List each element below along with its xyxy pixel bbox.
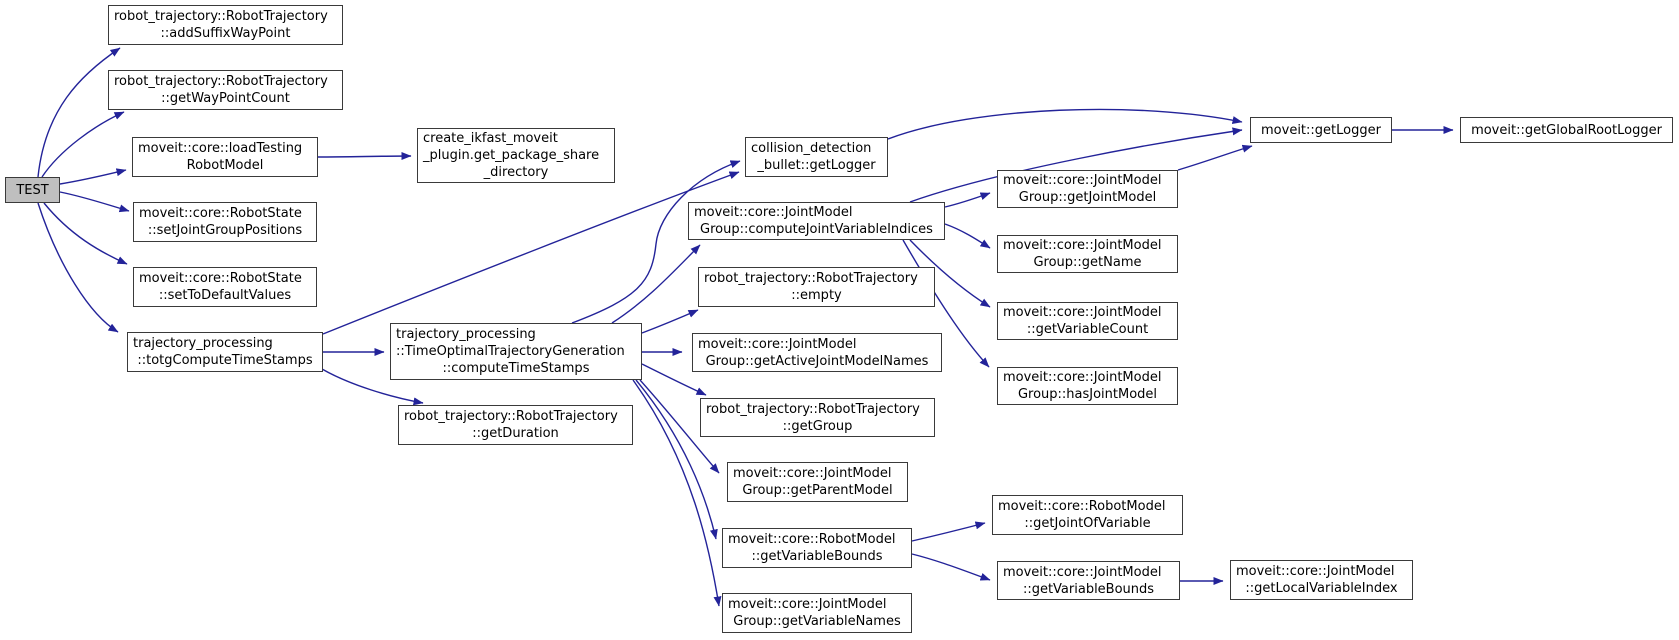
- graph-node-bulletGetLogger[interactable]: [745, 137, 888, 177]
- edge-test-to-loadTestingRobotModel: [60, 170, 126, 184]
- edge-rmGetVariableBounds-to-getJointOfVariable: [912, 523, 985, 541]
- edge-rmGetVariableBounds-to-jmGetVariableBounds: [912, 554, 990, 580]
- graph-node-setJointGroupPositions[interactable]: [133, 202, 317, 242]
- graph-node-totgComputeTimeStamps[interactable]: [127, 332, 323, 372]
- edge-computeTimeStamps-to-empty: [642, 310, 698, 333]
- node-label-line: moveit::core::RobotState: [139, 271, 302, 286]
- node-label-line: ::getDuration: [472, 426, 559, 441]
- graph-node-getJointOfVariable[interactable]: [992, 495, 1183, 535]
- node-label-line: moveit::core::JointModel: [728, 597, 887, 612]
- node-label-line: robot_trajectory::RobotTrajectory: [114, 74, 328, 89]
- edge-test-to-totgComputeTimeStamps: [38, 203, 118, 332]
- node-label-line: ::getVariableCount: [1026, 322, 1149, 337]
- graph-node-test[interactable]: [5, 177, 60, 203]
- node-label-line: trajectory_processing: [396, 327, 536, 342]
- graph-node-getGlobalRootLogger[interactable]: [1460, 117, 1673, 143]
- node-label-line: ::setToDefaultValues: [158, 288, 292, 303]
- graph-node-getVariableNames[interactable]: [722, 593, 912, 633]
- graph-node-getLocalVariableIndex[interactable]: [1230, 560, 1413, 600]
- graph-node-getPackageShareDirectory[interactable]: [417, 128, 615, 183]
- graph-node-moveitGetLogger[interactable]: [1250, 117, 1392, 143]
- node-label-line: moveit::core::RobotModel: [728, 532, 896, 547]
- node-label-line: moveit::getGlobalRootLogger: [1471, 122, 1662, 138]
- node-label-line: moveit::core::JointModel: [1236, 564, 1395, 579]
- node-label-line: ::setJointGroupPositions: [147, 223, 303, 238]
- node-label-line: _directory: [483, 165, 549, 180]
- node-label-line: Group::getVariableNames: [733, 614, 901, 629]
- graph-node-jmGetVariableBounds[interactable]: [997, 561, 1180, 600]
- node-label-line: ::addSuffixWayPoint: [160, 26, 291, 41]
- node-label-line: ::getWayPointCount: [161, 91, 290, 106]
- node-label-line: moveit::core::RobotModel: [998, 499, 1166, 514]
- node-label-line: Group::getActiveJointModelNames: [705, 353, 929, 369]
- node-label-line: collision_detection: [751, 141, 872, 156]
- edge-getJointModel-to-moveitGetLogger: [1178, 146, 1252, 170]
- graph-node-rmGetVariableBounds[interactable]: [722, 528, 912, 568]
- node-label-line: trajectory_processing: [133, 336, 273, 351]
- node-label-line: moveit::core::JointModel: [733, 466, 892, 481]
- edge-test-to-setToDefaultValues: [44, 203, 127, 264]
- node-label-line: robot_trajectory::RobotTrajectory: [704, 271, 918, 286]
- node-label-line: ::getVariableBounds: [751, 549, 883, 564]
- graph-node-getName[interactable]: [997, 235, 1178, 273]
- node-label-line: moveit::core::JointModel: [694, 205, 853, 220]
- node-label-line: moveit::core::JointModel: [698, 336, 857, 352]
- node-label-line: ::computeTimeStamps: [442, 361, 590, 376]
- edge-totgComputeTimeStamps-to-bulletGetLogger: [323, 172, 739, 334]
- graph-node-getVariableCount[interactable]: [997, 302, 1178, 340]
- node-label-line: robot_trajectory::RobotTrajectory: [114, 9, 328, 24]
- graph-node-getGroup[interactable]: [700, 398, 935, 437]
- node-label-line: robot_trajectory::RobotTrajectory: [706, 401, 920, 417]
- node-label-line: Group::hasJointModel: [1017, 387, 1158, 402]
- node-label-line: moveit::core::RobotState: [139, 206, 302, 221]
- node-label-line: moveit::core::JointModel: [1003, 370, 1162, 385]
- node-label-line: ::getLocalVariableIndex: [1245, 581, 1398, 596]
- graph-node-computeTimeStamps[interactable]: [390, 323, 642, 380]
- graph-node-getJointModel[interactable]: [997, 170, 1178, 208]
- node-label-line: Group::computeJointVariableIndices: [700, 222, 933, 237]
- graph-node-computeJointVariableIndices[interactable]: [688, 202, 945, 240]
- graph-node-addSuffixWayPoint[interactable]: [108, 5, 343, 45]
- node-label-line: moveit::core::JointModel: [1003, 305, 1162, 320]
- node-label-line: ::getJointOfVariable: [1024, 516, 1151, 531]
- edge-test-to-getWayPointCount: [42, 112, 124, 177]
- node-label-line: ::getGroup: [782, 418, 853, 434]
- node-label-line: TEST: [16, 182, 49, 198]
- node-label-line: ::TimeOptimalTrajectoryGeneration: [396, 344, 625, 359]
- graph-node-loadTestingRobotModel[interactable]: [132, 137, 318, 177]
- node-label-line: moveit::core::loadTesting: [138, 141, 303, 156]
- node-label-line: ::getVariableBounds: [1022, 581, 1155, 597]
- node-label-line: _plugin.get_package_share: [423, 148, 600, 163]
- edge-computeJointVariableIndices-to-getName: [945, 224, 990, 248]
- edge-loadTestingRobotModel-to-getPackageShareDirectory: [318, 156, 411, 157]
- graph-node-getActiveJointModelNames[interactable]: [692, 333, 942, 372]
- node-label-line: moveit::getLogger: [1261, 122, 1381, 138]
- node-label-line: moveit::core::JointModel: [1003, 173, 1162, 188]
- edge-bulletGetLogger-to-moveitGetLogger: [888, 109, 1242, 139]
- node-label-line: Group::getParentModel: [742, 483, 893, 498]
- node-label-line: moveit::core::JointModel: [1003, 564, 1162, 580]
- graph-node-setToDefaultValues[interactable]: [133, 267, 317, 307]
- node-label-line: robot_trajectory::RobotTrajectory: [404, 409, 618, 424]
- edge-computeTimeStamps-to-computeJointVariableIndices: [612, 245, 700, 323]
- node-label-line: create_ikfast_moveit: [423, 131, 558, 146]
- node-label-line: RobotModel: [186, 158, 264, 173]
- edge-test-to-addSuffixWayPoint: [38, 48, 120, 177]
- node-label-line: moveit::core::JointModel: [1003, 238, 1162, 253]
- graph-node-getParentModel[interactable]: [727, 462, 908, 502]
- edge-computeJointVariableIndices-to-getJointModel: [945, 193, 990, 207]
- graph-node-getDuration[interactable]: [398, 405, 633, 445]
- graph-node-getWayPointCount[interactable]: [108, 70, 343, 110]
- node-label-line: ::empty: [791, 288, 842, 303]
- node-label-line: Group::getJointModel: [1018, 190, 1157, 205]
- node-label-line: ::totgComputeTimeStamps: [137, 353, 313, 368]
- node-label-line: _bullet::getLogger: [757, 158, 876, 173]
- graph-node-empty[interactable]: [698, 267, 935, 307]
- edge-test-to-setJointGroupPositions: [60, 192, 129, 211]
- node-label-line: Group::getName: [1033, 255, 1142, 270]
- graph-node-hasJointModel[interactable]: [997, 367, 1178, 405]
